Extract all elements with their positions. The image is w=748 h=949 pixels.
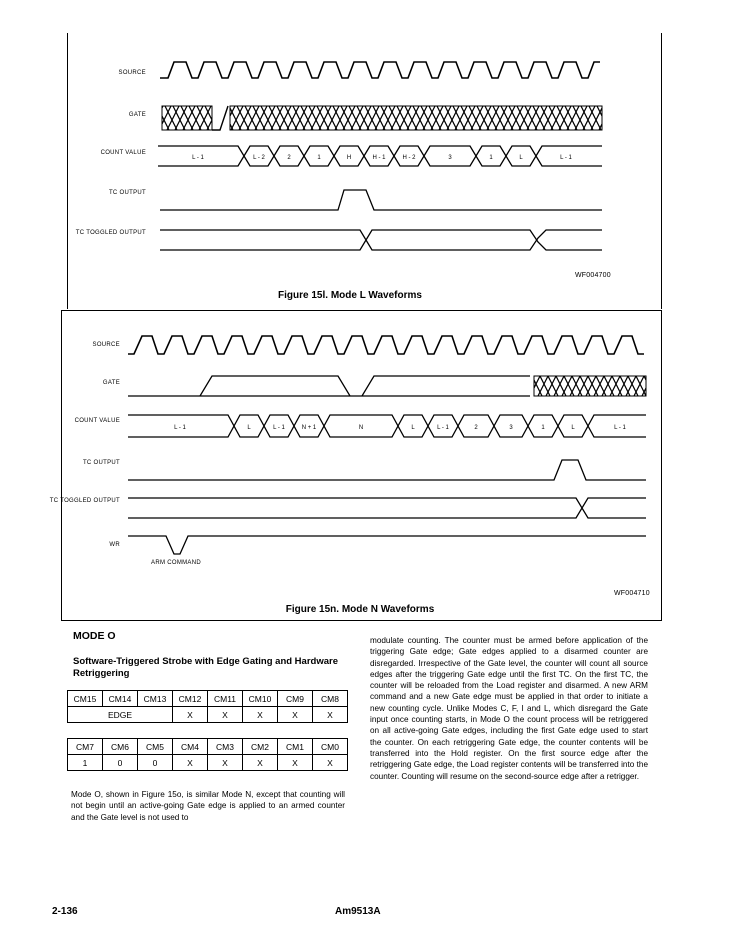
fig-n-caption: Figure 15n. Mode N Waveforms [285,604,435,615]
right-paragraph: modulate counting. The counter must be armed before application of the triggering Gate edge; Gate edges applied to a disarmed counter are disregarded. Irrespective of the Gate level, the counter will count all source edges after the triggering Gate edge until the first TC. On the first TC, the counter will be reloaded from the Load register and disarmed. A new ARM command and a new Gate edge must be applied in that order to initiate a new counting cycle. Unlike Modes C, F, I and L, which disregard the Gate input once counting starts, in Mode O the count process will be retriggered on all active-going Gate edges, including the first Gate edge used to start the counter. On each retriggering Gate edge, the counter contents will be transferred into the Hold register. On the first source edge after the retriggering Gate edge, the Load register contents will be transferred into the counter. Counting will resume on the second-source edge after a retrigger. [370,636,648,781]
cm2-header: CM2 [243,739,278,755]
fig-n-arm-label: ARM COMMAND [151,560,201,566]
fig-l-cv-4: H [346,155,352,161]
cm8-header: CM8 [313,691,348,707]
cm11-value: X [208,707,243,723]
fig-n-tctog-label: TC TOGGLED OUTPUT [49,498,120,504]
fig-l-cv-8: 1 [489,155,493,161]
fig-n-count-label: COUNT VALUE [74,418,120,424]
cm2-value: X [243,755,278,771]
cm1-value: X [278,755,313,771]
fig-n-cv-0: L - 1 [174,425,186,431]
fig-n-tc-label: TC OUTPUT [82,460,120,466]
register-table-low [67,738,348,771]
cm6-header: CM6 [103,739,138,755]
page-number: 2-136 [52,906,78,917]
fig-l-cv-7: 3 [448,155,452,161]
fig-n-cv-1: L [247,425,251,431]
cm10-header: CM10 [243,691,278,707]
cm3-value: X [208,755,243,771]
cm9-value: X [278,707,313,723]
cm9-header: CM9 [278,691,313,707]
cm11-header: CM11 [208,691,243,707]
cm1-header: CM1 [278,739,313,755]
fig-l-source-label: SOURCE [118,70,146,76]
fig-n-cv-3: N + 1 [301,425,317,431]
fig-l-cv-9: L [519,155,523,161]
fig-l-cv-5: H - 1 [372,155,386,161]
fig-l-code: WF004700 [575,272,611,279]
cm5-header: CM5 [138,739,173,755]
register-table-high [67,690,348,723]
cm4-header: CM4 [173,739,208,755]
cm0-header: CM0 [313,739,348,755]
fig-n-cv-5: L [411,425,415,431]
fig-l-cv-0: L - 1 [192,155,204,161]
fig-l-caption: Figure 15l. Mode L Waveforms [278,290,422,301]
fig-l-tc-label: TC OUTPUT [108,190,146,196]
fig-n-cv-9: 1 [541,425,545,431]
fig-n-code: WF004710 [614,590,650,597]
left-paragraph: Mode O, shown in Figure 15o, is similar Mode N, except that counting will not begin until an active-going Gate edge is applied to an armed counter and the Gate level is not used to [71,790,345,822]
fig-l-cv-1: L - 2 [253,155,265,161]
fig-n-cv-11: L - 1 [614,425,626,431]
fig-n-cv-4: N [358,425,364,431]
cm10-value: X [243,707,278,723]
mode-subheading: Software-Triggered Strobe with Edge Gating and Hardware Retriggering [73,656,338,679]
fig-n-cv-10: L [571,425,575,431]
mode-heading: MODE O [73,630,116,642]
fig-n-cv-6: L - 1 [437,425,449,431]
fig-n-cv-2: L - 1 [273,425,285,431]
fig-l-cv-3: 1 [317,155,321,161]
cm6-value: 0 [103,755,138,771]
cm12-header: CM12 [173,691,208,707]
fig-l-cv-6: H - 2 [402,155,416,161]
fig-l-cv-2: 2 [287,155,291,161]
fig-n-gate-label: GATE [102,380,120,386]
cm5-value: 0 [138,755,173,771]
fig-n-cv-8: 3 [509,425,513,431]
fig-n-cv-7: 2 [474,425,478,431]
cm7-header: CM7 [68,739,103,755]
fig-n-source-label: SOURCE [92,342,120,348]
fig-n-wr-label: WR [109,542,120,548]
cm7-value: 1 [68,755,103,771]
fig-l-gate-label: GATE [128,112,146,118]
cm15-header: CM15 [68,691,103,707]
cm14-header: CM14 [103,691,138,707]
part-number: Am9513A [335,906,381,917]
cm3-header: CM3 [208,739,243,755]
cm4-value: X [173,755,208,771]
cm8-value: X [313,707,348,723]
fig-l-cv-10: L - 1 [560,155,572,161]
cm0-value: X [313,755,348,771]
cm12-value: X [173,707,208,723]
fig-l-tctog-label: TC TOGGLED OUTPUT [75,230,146,236]
fig-l-count-label: COUNT VALUE [100,150,146,156]
cm13-header: CM13 [138,691,173,707]
edge-cell: EDGE [68,707,173,723]
